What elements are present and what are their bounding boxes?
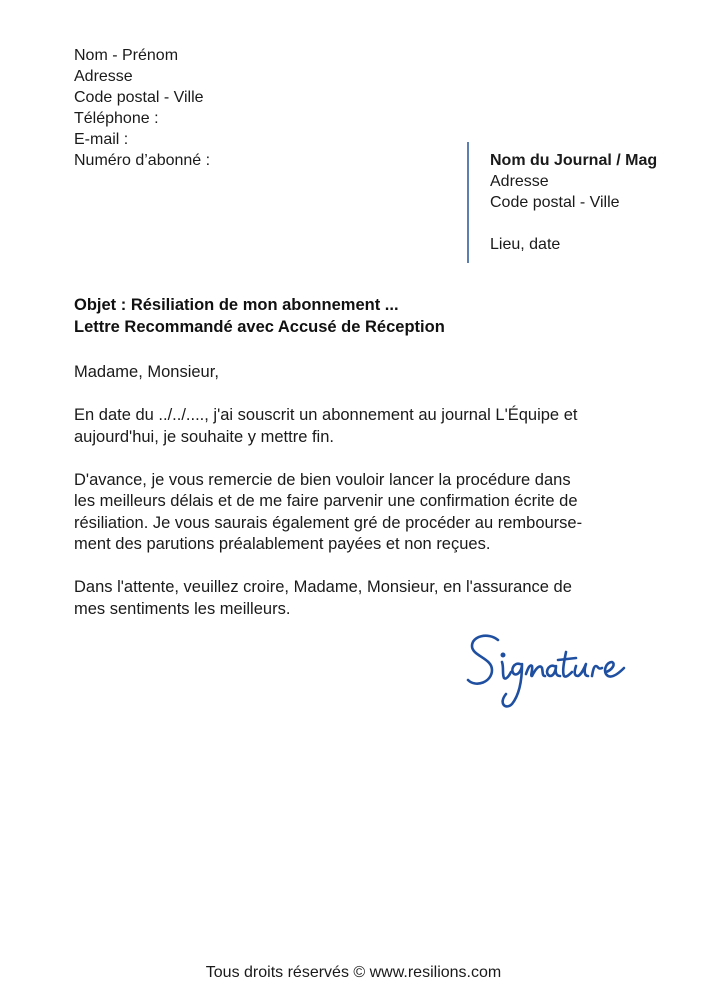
recipient-place-date: Lieu, date xyxy=(490,236,561,253)
paragraph-line: D'avance, je vous remercie de bien vouloir lancer la procédure dans xyxy=(74,470,571,489)
sender-email: E-mail : xyxy=(74,131,129,148)
paragraph-request xyxy=(74,470,644,556)
sender-subscriber-number: Numéro d’abonné : xyxy=(74,152,211,169)
letter-body xyxy=(74,362,644,642)
recipient-block xyxy=(490,150,657,255)
signature-label: Signature xyxy=(462,628,467,629)
letter-subject xyxy=(74,294,445,338)
sender-address: Adresse xyxy=(74,68,133,85)
subject-registered-mail: Lettre Recommandé avec Accusé de Réception xyxy=(74,318,445,336)
recipient-address: Adresse xyxy=(490,173,549,190)
paragraph-line: mes sentiments les meilleurs. xyxy=(74,599,291,618)
footer-copyright: Tous droits réservés © www.resilions.com xyxy=(205,964,502,981)
sender-name: Nom - Prénom xyxy=(74,47,179,64)
salutation: Madame, Monsieur, xyxy=(74,363,219,381)
recipient-name: Nom du Journal / Mag xyxy=(490,152,658,169)
sender-block xyxy=(74,45,210,171)
paragraph-line: les meilleurs délais et de me faire parvenir une confirmation écrite de xyxy=(74,492,578,510)
paragraph-closing xyxy=(74,577,644,620)
paragraph-subscription xyxy=(74,405,644,448)
signature-handwritten xyxy=(462,628,642,710)
recipient-spacer xyxy=(490,213,657,234)
paragraph-line: ment des parutions préalablement payées et non reçues. xyxy=(74,535,491,553)
sender-phone: Téléphone : xyxy=(74,110,159,127)
paragraph-line: aujourd'hui, je souhaite y mettre fin. xyxy=(74,427,334,446)
paragraph-line: résiliation. Je vous saurais également gré de procéder au rembourse- xyxy=(74,513,583,532)
paragraph-line: Dans l'attente, veuillez croire, Madame, Monsieur, en l'assurance de xyxy=(74,578,572,596)
recipient-postal-city: Code postal - Ville xyxy=(490,194,620,211)
paragraph-line: En date du ../../...., j'ai souscrit un abonnement au journal L'Équipe et xyxy=(74,406,578,424)
sender-postal-city: Code postal - Ville xyxy=(74,89,204,106)
subject-line: Objet : Résiliation de mon abonnement ... xyxy=(74,296,399,314)
recipient-divider xyxy=(467,142,469,263)
